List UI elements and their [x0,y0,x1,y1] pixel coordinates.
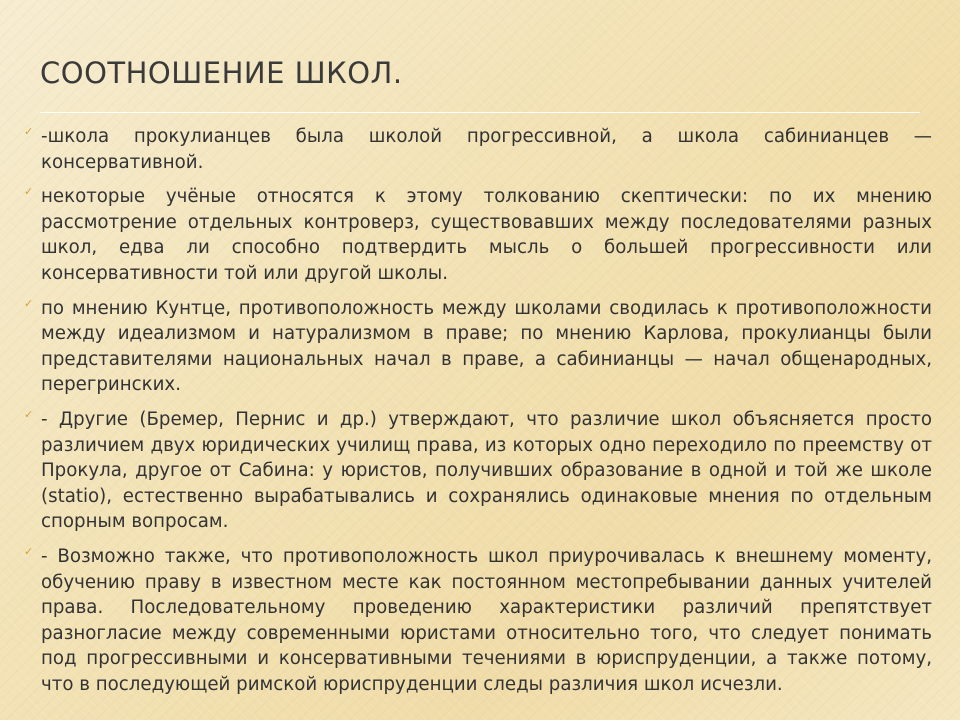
bullet-text: некоторые учёные относятся к этому толкованию скептически: по их мнению рассмотрение отдельных контроверз, существовавших между последователями разных школ, едва ли способно подтвердить мысль о большей прогрессивности или консервативности той или другой школы. [41,186,932,284]
bullet-item [24,184,932,286]
check-icon: ✓ [24,296,34,310]
bullet-text: по мнению Кунтце, противоположность между школами сводилась к противоположности между идеализмом и натурализмом в праве; по мнению Карлова, прокулианцы были представителями национальных начал в праве, а сабинианцы — начал общенародных, перегринских. [41,297,932,396]
bullet-text: -школа прокулианцев была школой прогрессивной, а школа сабинианцев — консервативной. [41,126,932,173]
title-divider [40,112,920,113]
check-icon: ✓ [24,185,34,199]
bullet-text: - Возможно также, что противоположность школ приурочивалась к внешнему моменту, обучению праву в известном месте как постоянном местопребывании данных учителей права. Последовательному проведению характеристики различий препятствует разногласие между современными юристами относительно того, что следует понимать под прогрессивными и консервативными течениями в юриспруденции, а также потому, что в последующей римской юриспруденции следы различия школ исчезли. [41,545,932,695]
check-icon: ✓ [24,125,34,138]
bullet-item [24,544,932,698]
check-icon: ✓ [24,407,34,421]
check-icon: ✓ [24,544,34,558]
bullet-item [24,407,932,535]
slide-title: СООТНОШЕНИЕ ШКОЛ. [40,56,403,90]
bullet-list [24,124,932,706]
bullet-item [24,124,932,175]
bullet-item [24,296,932,398]
bullet-text: - Другие (Бремер, Пернис и др.) утверждают, что различие школ объясняется просто различием двух юридических училищ права, из которых одно переходило по преемству от Прокула, другое от Сабина: у юристов, получивших образование в одной и той же школе (statio), естественно вырабатывались и сохранялись одинаковые мнения по отдельным спорным вопросам. [41,408,932,533]
